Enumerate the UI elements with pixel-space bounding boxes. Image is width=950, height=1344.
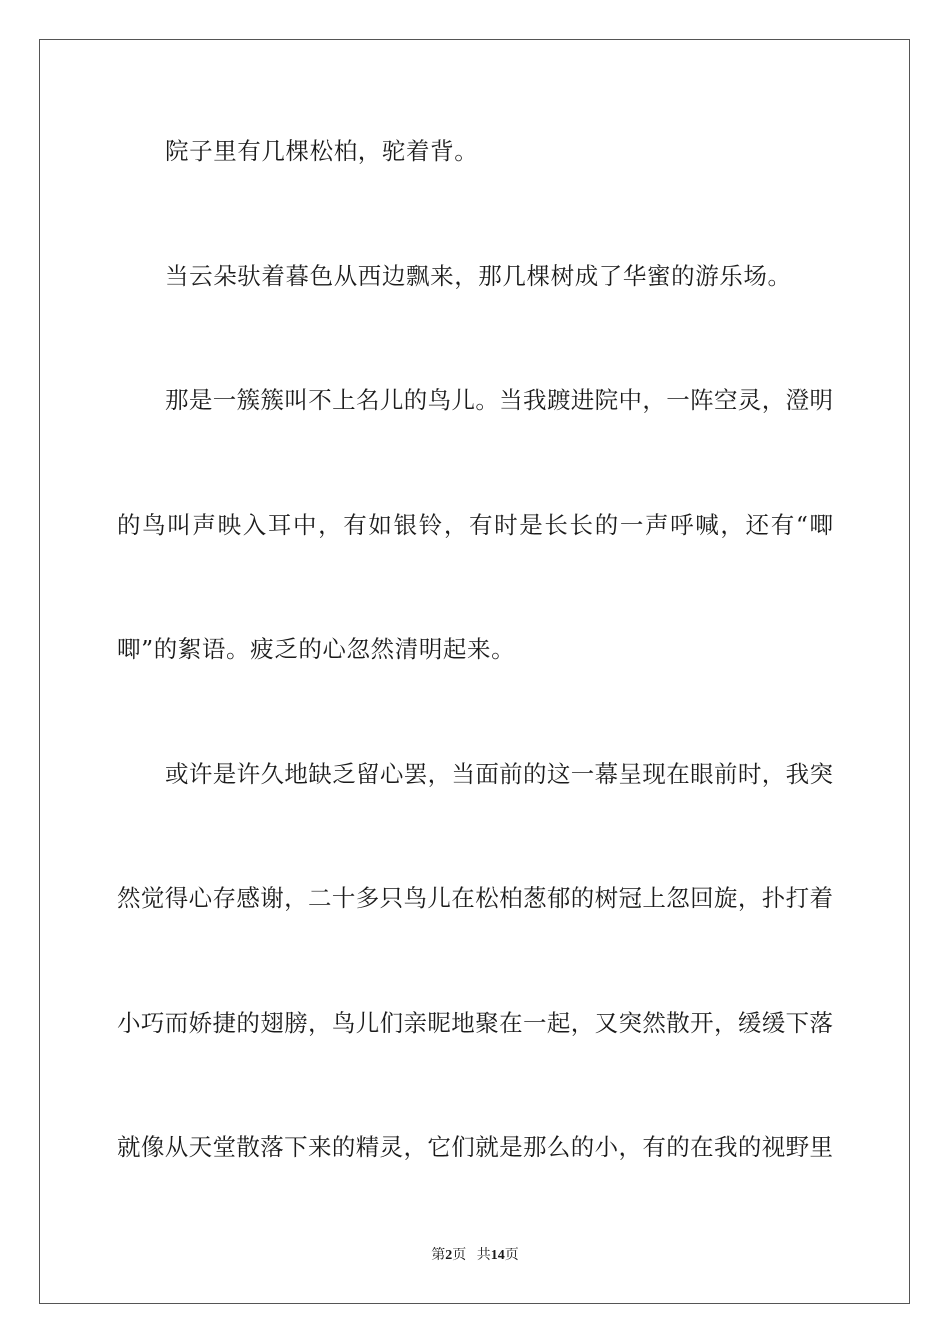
page-number: 2 bbox=[445, 1248, 453, 1263]
total-suffix: 页 bbox=[504, 1248, 519, 1263]
paragraph-line: 或许是许久地缺乏留心罢，当面前的这一幕呈现在眼前时，我突 bbox=[165, 760, 833, 788]
paragraph-line: 小巧而娇捷的翅膀，鸟儿们亲昵地聚在一起，又突然散开，缓缓下落 bbox=[117, 1009, 833, 1037]
paragraph-line: 的鸟叫声映入耳中，有如银铃，有时是长长的一声呼喊，还有“唧 bbox=[117, 511, 833, 539]
total-prefix: 共 bbox=[476, 1248, 491, 1263]
total-pages: 14 bbox=[490, 1248, 505, 1263]
page-prefix: 第 bbox=[431, 1248, 446, 1263]
paragraph-line: 然觉得心存感谢，二十多只鸟儿在松柏葱郁的树冠上忽回旋，扑打着 bbox=[117, 884, 833, 912]
page-suffix: 页 bbox=[452, 1248, 467, 1263]
paragraph-line: 唧”的絮语。疲乏的心忽然清明起来。 bbox=[117, 635, 516, 663]
paragraph-line: 那是一簇簇叫不上名儿的鸟儿。当我踱进院中，一阵空灵，澄明 bbox=[165, 386, 833, 414]
paragraph-line: 院子里有几棵松柏，驼着背。 bbox=[165, 137, 479, 165]
page-footer bbox=[0, 1247, 950, 1265]
page-border bbox=[39, 39, 910, 1304]
paragraph-line: 当云朵驮着暮色从西边飘来，那几棵树成了华蜜的游乐场。 bbox=[165, 262, 792, 290]
paragraph-line: 就像从天堂散落下来的精灵，它们就是那么的小，有的在我的视野里 bbox=[117, 1133, 833, 1161]
